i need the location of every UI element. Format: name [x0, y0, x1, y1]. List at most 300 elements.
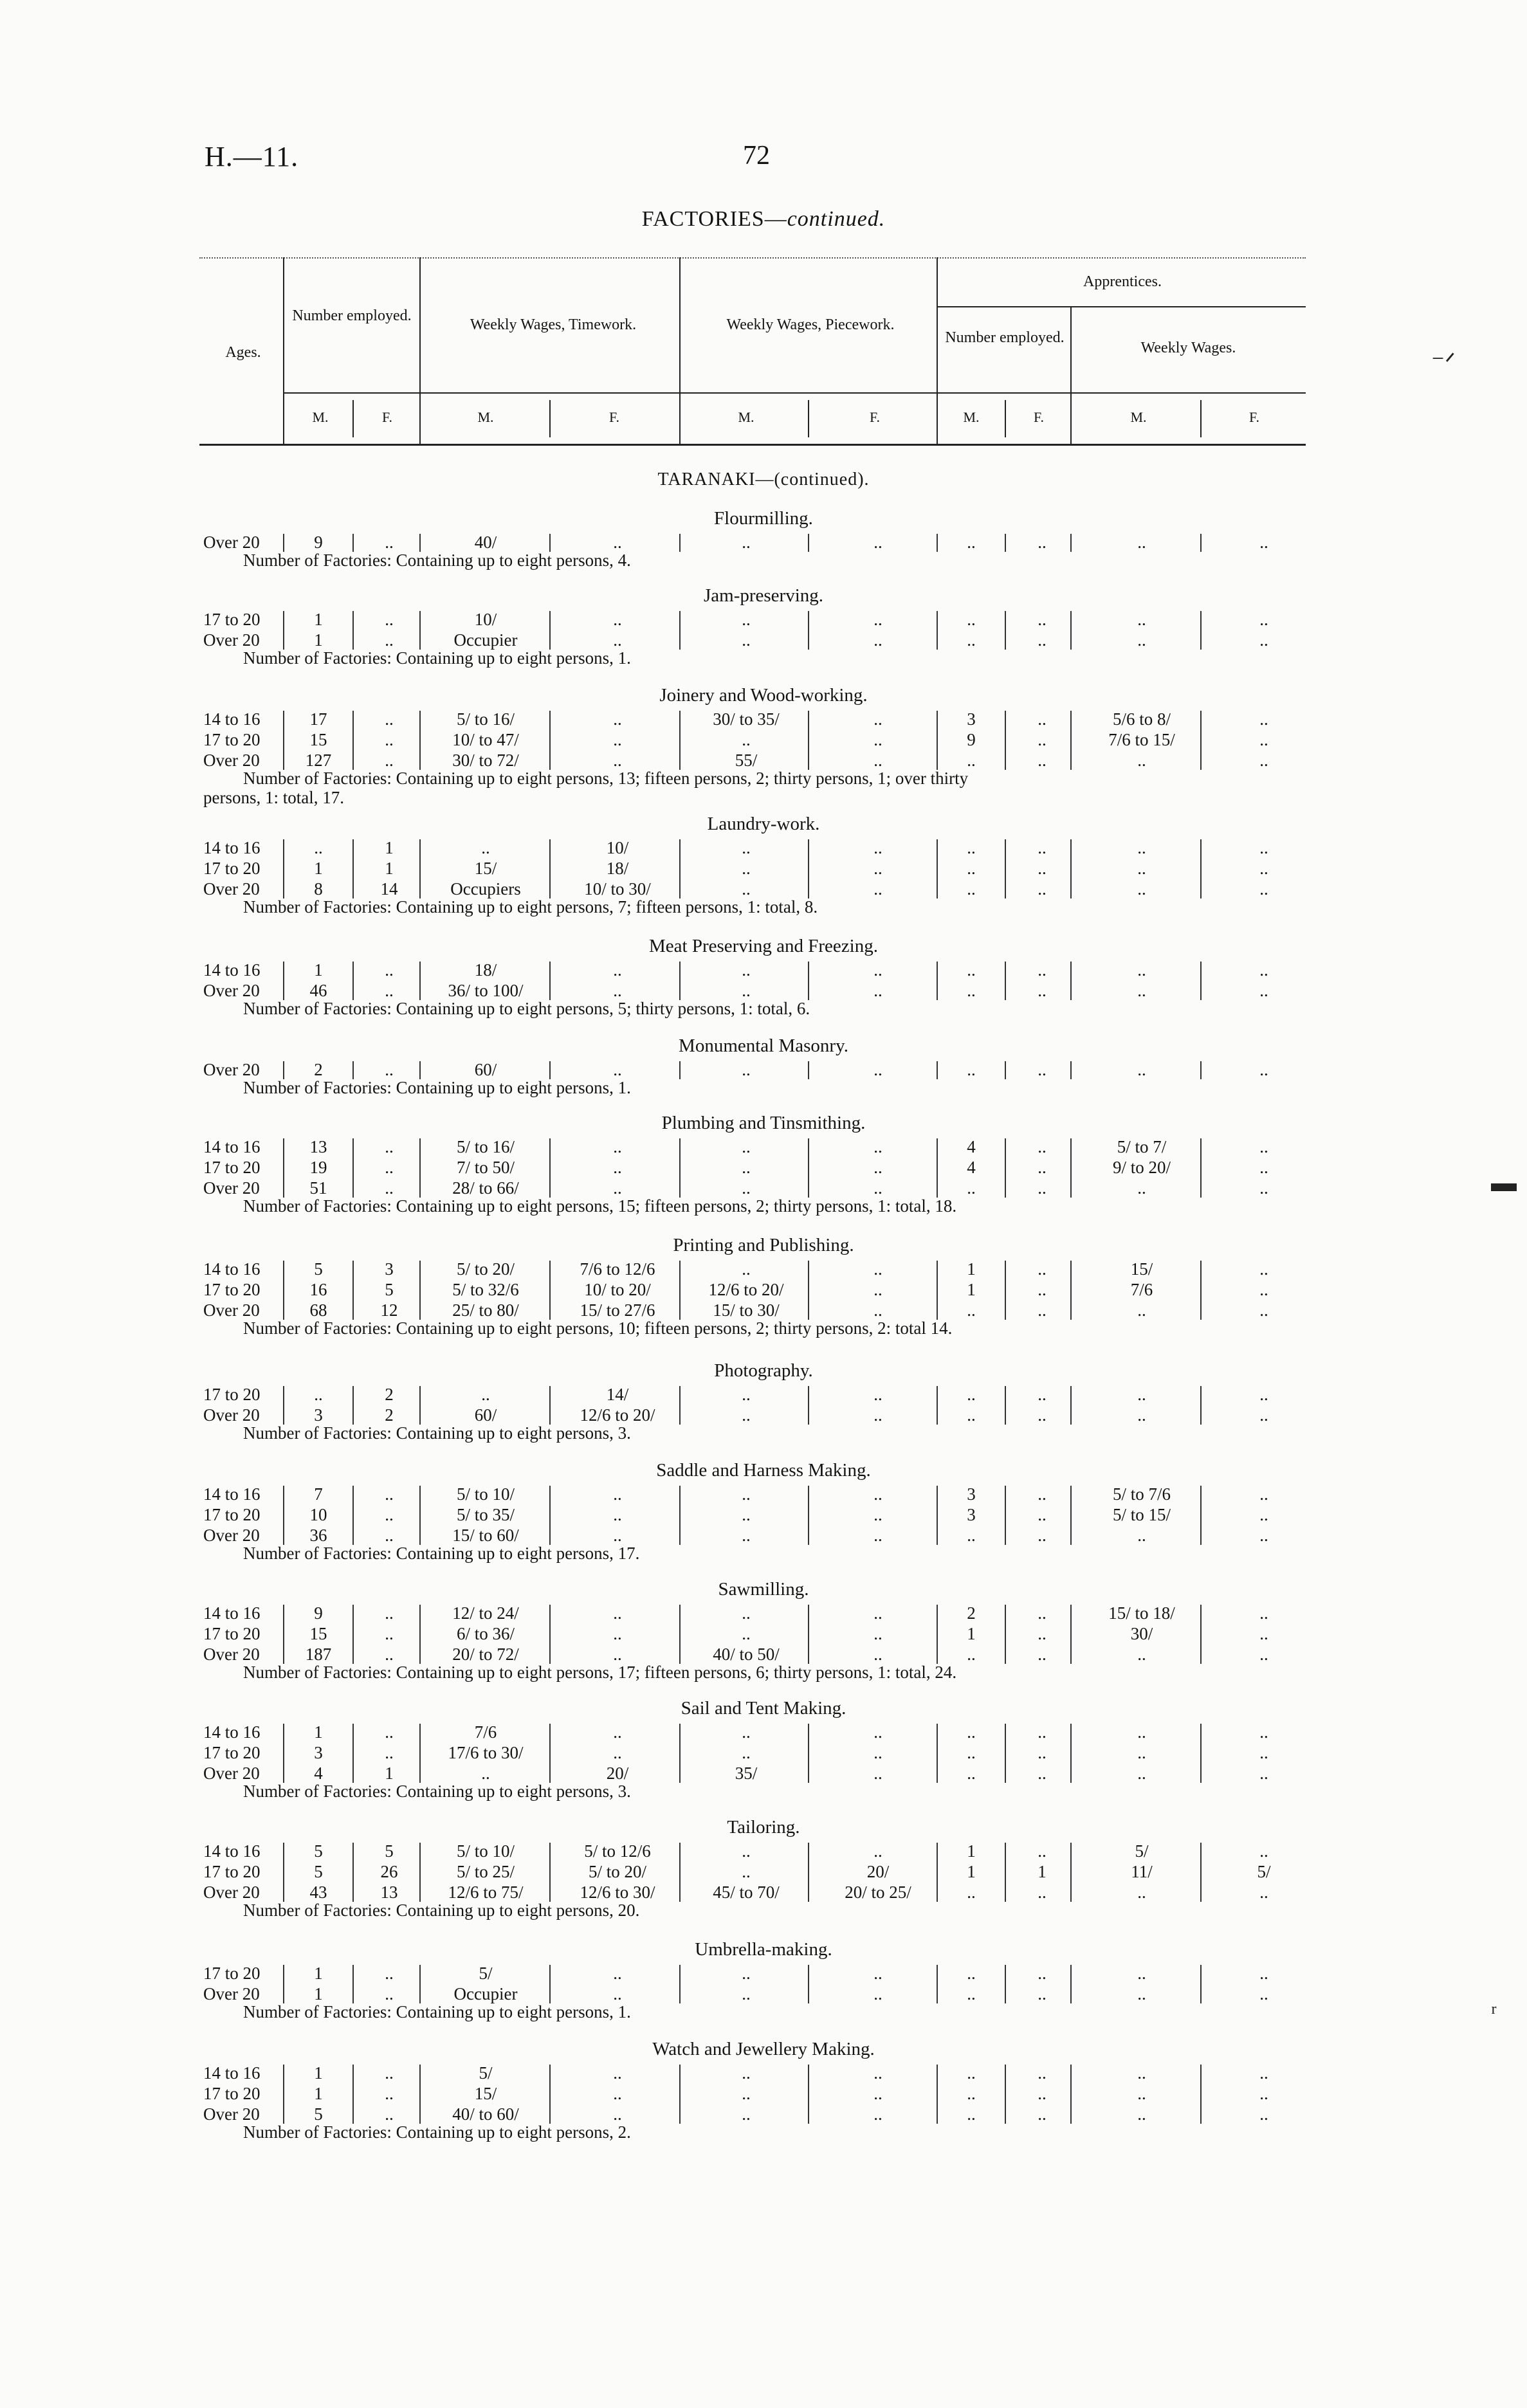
column-rule	[679, 1605, 681, 1664]
cell-app-wages-m: ..	[1137, 1743, 1146, 1762]
column-rule	[1005, 2065, 1006, 2124]
header-rule	[679, 257, 681, 444]
margin-mark: ▬	[1491, 1168, 1517, 1197]
header-rule	[1200, 400, 1202, 437]
cell-timework-f: ..	[613, 1158, 622, 1177]
col-app-number-employed: Number employed.	[945, 329, 1065, 346]
cell-app-employed-m: 1	[967, 1841, 976, 1861]
cell-app-employed-f: ..	[1038, 838, 1047, 857]
column-rule	[808, 1061, 809, 1079]
column-rule	[352, 534, 354, 552]
table-row	[0, 859, 1527, 879]
column-rule	[1200, 1843, 1202, 1902]
cell-piecework-m: 55/	[735, 751, 758, 770]
cell-app-employed-m: 9	[967, 730, 976, 749]
column-rule	[1070, 839, 1072, 898]
cell-timework-m: 15/ to 60/	[452, 1526, 519, 1545]
column-rule	[1005, 1486, 1006, 1545]
cell-app-employed-m: 3	[967, 1484, 976, 1504]
cell-timework-f: ..	[613, 1137, 622, 1156]
cell-app-wages-m: ..	[1137, 1722, 1146, 1742]
sub-f-piecework: F.	[870, 409, 880, 425]
column-rule	[549, 534, 551, 552]
cell-employed-m: 68	[309, 1300, 327, 1320]
cell-timework-m: ..	[481, 1385, 490, 1404]
column-rule	[352, 611, 354, 650]
cell-age: Over 20	[203, 533, 260, 552]
column-rule	[1200, 1486, 1202, 1545]
cell-piecework-f: ..	[873, 2084, 882, 2103]
cell-app-employed-f: ..	[1038, 709, 1047, 729]
cell-piecework-m: ..	[742, 730, 751, 749]
cell-app-wages-m: ..	[1137, 1060, 1146, 1079]
cell-app-employed-m: 1	[967, 1259, 976, 1279]
column-rule	[549, 1138, 551, 1198]
table-row	[0, 1984, 1527, 2005]
cell-timework-f: ..	[613, 2084, 622, 2103]
cell-app-wages-m: ..	[1137, 2063, 1146, 2083]
header-rule	[808, 400, 809, 437]
cell-app-employed-m: ..	[967, 2063, 976, 2083]
cell-app-wages-f: ..	[1259, 1964, 1268, 1983]
column-rule	[937, 1061, 938, 1079]
factories-note: Number of Factories: Containing up to eight persons, 1.	[243, 648, 631, 668]
factories-note: Number of Factories: Containing up to eight persons, 15; fifteen persons, 2; thirty persons, 1: total, 18.	[243, 1196, 957, 1216]
title-main: FACTORIES—	[641, 207, 787, 231]
cell-employed-f: ..	[385, 1722, 394, 1742]
column-rule	[808, 1843, 809, 1902]
column-rule	[419, 839, 421, 898]
cell-app-wages-f: ..	[1259, 1060, 1268, 1079]
cell-employed-m: 1	[314, 960, 323, 980]
cell-timework-m: 10/ to 47/	[452, 730, 519, 749]
sub-f-app-employed: F.	[1034, 409, 1044, 425]
cell-timework-f: 10/	[606, 838, 629, 857]
column-rule	[283, 1138, 284, 1198]
cell-piecework-m: ..	[742, 1505, 751, 1524]
factories-note: Number of Factories: Containing up to eight persons, 3.	[243, 1782, 631, 1801]
cell-timework-f: ..	[613, 1060, 622, 1079]
column-rule	[937, 1386, 938, 1425]
cell-timework-f: ..	[613, 981, 622, 1000]
cell-age: 14 to 16	[203, 709, 261, 729]
cell-age: Over 20	[203, 1984, 260, 2003]
cell-timework-f: ..	[613, 1645, 622, 1664]
cell-app-employed-m: ..	[967, 859, 976, 878]
cell-app-employed-m: ..	[967, 1385, 976, 1404]
column-rule	[808, 1724, 809, 1783]
cell-app-wages-f: ..	[1259, 1883, 1268, 1902]
cell-timework-m: 5/	[479, 2063, 493, 2083]
cell-employed-m: ..	[314, 1385, 323, 1404]
factories-note: Number of Factories: Containing up to eight persons, 1.	[243, 2002, 631, 2021]
header-rule	[1005, 400, 1006, 437]
cell-app-wages-m: ..	[1137, 1300, 1146, 1320]
cell-app-wages-m: 30/	[1130, 1624, 1153, 1643]
cell-employed-m: 51	[309, 1178, 327, 1198]
cell-piecework-f: ..	[873, 1484, 882, 1504]
cell-app-employed-m: 3	[967, 1505, 976, 1524]
column-rule	[808, 1605, 809, 1664]
cell-age: 14 to 16	[203, 1259, 261, 1279]
column-rule	[549, 1843, 551, 1902]
cell-app-employed-f: ..	[1038, 1526, 1047, 1545]
table-row	[0, 1624, 1527, 1645]
column-rule	[937, 611, 938, 650]
cell-age: 17 to 20	[203, 1964, 261, 1983]
column-rule	[679, 611, 681, 650]
column-rule	[679, 1061, 681, 1079]
column-rule	[937, 1486, 938, 1545]
cell-piecework-m: 45/ to 70/	[713, 1883, 780, 1902]
cell-age: 14 to 16	[203, 1603, 261, 1623]
cell-timework-f: 12/6 to 30/	[580, 1883, 655, 1902]
cell-employed-f: 2	[385, 1385, 394, 1404]
section-title: Flourmilling.	[714, 508, 813, 529]
cell-app-wages-m: 15/	[1130, 1259, 1153, 1279]
cell-timework-f: ..	[613, 1624, 622, 1643]
cell-timework-m: 7/6	[474, 1722, 497, 1742]
cell-app-wages-f: ..	[1259, 1158, 1268, 1177]
cell-app-employed-f: ..	[1038, 1060, 1047, 1079]
cell-employed-m: 187	[305, 1645, 332, 1664]
cell-app-wages-f: ..	[1259, 1603, 1268, 1623]
cell-piecework-f: ..	[873, 610, 882, 629]
cell-employed-f: ..	[385, 1178, 394, 1198]
column-rule	[808, 1965, 809, 2003]
cell-app-employed-m: ..	[967, 1526, 976, 1545]
cell-app-employed-f: 1	[1038, 1862, 1047, 1881]
column-rule	[1200, 711, 1202, 770]
cell-app-employed-f: ..	[1038, 730, 1047, 749]
cell-employed-m: 1	[314, 1964, 323, 1983]
table-row	[0, 1603, 1527, 1624]
cell-age: 14 to 16	[203, 1137, 261, 1156]
cell-piecework-m: ..	[742, 1259, 751, 1279]
cell-timework-m: 5/ to 32/6	[452, 1280, 519, 1299]
cell-employed-m: 9	[314, 1603, 323, 1623]
table-row	[0, 1280, 1527, 1300]
cell-piecework-m: ..	[742, 1722, 751, 1742]
column-rule	[679, 1386, 681, 1425]
column-rule	[283, 1724, 284, 1783]
column-rule	[283, 962, 284, 1000]
cell-piecework-f: ..	[873, 1722, 882, 1742]
column-rule	[1200, 1724, 1202, 1783]
factories-note-continued: persons, 1: total, 17.	[203, 788, 344, 807]
cell-app-employed-f: ..	[1038, 1137, 1047, 1156]
sub-f-employed: F.	[382, 409, 392, 425]
cell-piecework-m: ..	[742, 533, 751, 552]
cell-employed-f: ..	[385, 1984, 394, 2003]
cell-timework-m: ..	[481, 1764, 490, 1783]
cell-piecework-f: ..	[873, 838, 882, 857]
column-rule	[352, 1965, 354, 2003]
cell-employed-m: ..	[314, 838, 323, 857]
cell-app-wages-m: 5/ to 7/	[1117, 1137, 1167, 1156]
cell-app-wages-m: ..	[1137, 1764, 1146, 1783]
cell-timework-m: 30/ to 72/	[452, 751, 519, 770]
cell-app-wages-f: ..	[1259, 1405, 1268, 1425]
cell-app-employed-m: 1	[967, 1862, 976, 1881]
table-row	[0, 610, 1527, 630]
cell-app-wages-m: ..	[1137, 1405, 1146, 1425]
header-rule	[283, 392, 1306, 394]
cell-app-wages-f: ..	[1259, 981, 1268, 1000]
cell-employed-f: ..	[385, 981, 394, 1000]
column-rule	[419, 1386, 421, 1425]
cell-piecework-f: 20/	[866, 1862, 890, 1881]
cell-app-employed-m: 3	[967, 709, 976, 729]
cell-employed-m: 1	[314, 1984, 323, 2003]
cell-app-wages-m: ..	[1137, 1984, 1146, 2003]
cell-piecework-m: ..	[742, 2063, 751, 2083]
cell-piecework-f: ..	[873, 1984, 882, 2003]
cell-app-wages-m: 5/	[1135, 1841, 1149, 1861]
column-rule	[352, 1386, 354, 1425]
cell-app-employed-f: ..	[1038, 1505, 1047, 1524]
cell-piecework-m: 12/6 to 20/	[708, 1280, 784, 1299]
cell-app-wages-m: ..	[1137, 960, 1146, 980]
column-rule	[1005, 1061, 1006, 1079]
sub-m-employed: M.	[312, 409, 329, 425]
header-rule	[1070, 306, 1072, 444]
sub-m-piecework: M.	[738, 409, 754, 425]
cell-piecework-m: ..	[742, 1984, 751, 2003]
cell-piecework-f: ..	[873, 630, 882, 650]
cell-employed-m: 36	[309, 1526, 327, 1545]
cell-piecework-f: ..	[873, 859, 882, 878]
margin-mark: ⁻ᐟ	[1431, 348, 1456, 377]
col-piecework: Weekly Wages, Piecework.	[726, 316, 895, 333]
cell-timework-f: ..	[613, 1178, 622, 1198]
cell-age: Over 20	[203, 1178, 260, 1198]
cell-timework-m: 25/ to 80/	[452, 1300, 519, 1320]
column-rule	[549, 1261, 551, 1320]
cell-app-employed-f: ..	[1038, 1964, 1047, 1983]
column-rule	[679, 1138, 681, 1198]
cell-timework-m: 40/	[474, 533, 497, 552]
column-rule	[1005, 1261, 1006, 1320]
column-rule	[419, 962, 421, 1000]
cell-app-employed-f: ..	[1038, 751, 1047, 770]
cell-app-wages-m: ..	[1137, 1385, 1146, 1404]
cell-piecework-m: ..	[742, 1178, 751, 1198]
cell-age: Over 20	[203, 751, 260, 770]
cell-app-wages-m: ..	[1137, 838, 1146, 857]
cell-piecework-f: ..	[873, 1603, 882, 1623]
table-row	[0, 1385, 1527, 1405]
cell-app-employed-f: ..	[1038, 879, 1047, 898]
column-rule	[419, 1605, 421, 1664]
cell-timework-m: 10/	[474, 610, 497, 629]
column-rule	[1005, 1605, 1006, 1664]
header-rule	[549, 400, 551, 437]
cell-timework-f: ..	[613, 960, 622, 980]
cell-timework-f: ..	[613, 1984, 622, 2003]
column-rule	[679, 839, 681, 898]
cell-age: Over 20	[203, 879, 260, 898]
column-rule	[352, 2065, 354, 2124]
column-rule	[937, 711, 938, 770]
cell-employed-f: ..	[385, 1624, 394, 1643]
table-row	[0, 1526, 1527, 1546]
cell-timework-m: 40/ to 60/	[452, 2104, 519, 2124]
cell-piecework-f: ..	[873, 709, 882, 729]
cell-employed-m: 15	[309, 1624, 327, 1643]
factories-note: Number of Factories: Containing up to eight persons, 2.	[243, 2122, 631, 2142]
sub-m-timework: M.	[477, 409, 494, 425]
cell-employed-f: ..	[385, 709, 394, 729]
section-title: Sail and Tent Making.	[681, 1698, 846, 1719]
column-rule	[283, 1605, 284, 1664]
cell-age: 17 to 20	[203, 610, 261, 629]
cell-age: Over 20	[203, 1764, 260, 1783]
cell-employed-m: 9	[314, 533, 323, 552]
cell-app-wages-m: ..	[1137, 1964, 1146, 1983]
table-row	[0, 1764, 1527, 1784]
cell-timework-m: 6/ to 36/	[456, 1624, 515, 1643]
margin-mark: ʳ	[1491, 1998, 1497, 2027]
cell-employed-m: 16	[309, 1280, 327, 1299]
column-rule	[352, 1261, 354, 1320]
column-rule	[679, 2065, 681, 2124]
cell-employed-f: 14	[380, 879, 398, 898]
cell-app-employed-m: ..	[967, 981, 976, 1000]
cell-app-wages-f: ..	[1259, 1526, 1268, 1545]
cell-employed-f: 5	[385, 1280, 394, 1299]
column-rule	[419, 1724, 421, 1783]
cell-piecework-f: ..	[873, 1137, 882, 1156]
section-title: Joinery and Wood-working.	[659, 685, 868, 706]
cell-timework-f: 15/ to 27/6	[580, 1300, 655, 1320]
column-rule	[1070, 1605, 1072, 1664]
cell-employed-m: 2	[314, 1060, 323, 1079]
cell-app-employed-m: ..	[967, 751, 976, 770]
cell-app-employed-f: ..	[1038, 1484, 1047, 1504]
cell-app-wages-m: 9/ to 20/	[1112, 1158, 1171, 1177]
cell-timework-f: ..	[613, 1964, 622, 1983]
cell-piecework-m: 15/ to 30/	[713, 1300, 780, 1320]
column-rule	[808, 962, 809, 1000]
cell-timework-f: ..	[613, 2104, 622, 2124]
column-rule	[1070, 1486, 1072, 1545]
cell-app-employed-f: ..	[1038, 1984, 1047, 2003]
column-rule	[1070, 534, 1072, 552]
column-rule	[679, 962, 681, 1000]
sub-f-app-wages: F.	[1249, 409, 1259, 425]
cell-age: Over 20	[203, 1526, 260, 1545]
cell-piecework-f: ..	[873, 1060, 882, 1079]
cell-app-employed-f: ..	[1038, 859, 1047, 878]
cell-age: 14 to 16	[203, 2063, 261, 2083]
cell-piecework-f: ..	[873, 1624, 882, 1643]
column-rule	[937, 534, 938, 552]
cell-app-employed-m: ..	[967, 1645, 976, 1664]
cell-app-employed-f: ..	[1038, 630, 1047, 650]
cell-app-wages-m: 5/6 to 8/	[1112, 709, 1171, 729]
column-rule	[352, 839, 354, 898]
cell-app-employed-f: ..	[1038, 1259, 1047, 1279]
column-rule	[352, 1843, 354, 1902]
column-rule	[679, 534, 681, 552]
cell-employed-m: 3	[314, 1743, 323, 1762]
cell-app-wages-f: ..	[1259, 610, 1268, 629]
column-rule	[549, 839, 551, 898]
col-number-employed: Number employed.	[292, 307, 412, 324]
cell-app-wages-m: 5/ to 15/	[1112, 1505, 1171, 1524]
cell-piecework-m: ..	[742, 2104, 751, 2124]
column-rule	[1070, 1843, 1072, 1902]
cell-app-wages-f: ..	[1259, 2063, 1268, 2083]
column-rule	[1005, 1724, 1006, 1783]
cell-timework-m: ..	[481, 838, 490, 857]
cell-age: 17 to 20	[203, 1505, 261, 1524]
cell-app-wages-m: ..	[1137, 2084, 1146, 2103]
column-rule	[352, 1138, 354, 1198]
table-row	[0, 533, 1527, 553]
cell-employed-m: 5	[314, 2104, 323, 2124]
factories-note: Number of Factories: Containing up to eight persons, 10; fifteen persons, 2; thirty persons, 2: total 14.	[243, 1318, 953, 1338]
cell-timework-m: 36/ to 100/	[448, 981, 524, 1000]
cell-timework-f: ..	[613, 1743, 622, 1762]
cell-app-wages-m: ..	[1137, 533, 1146, 552]
cell-employed-f: ..	[385, 2084, 394, 2103]
column-header	[0, 0, 1527, 450]
report-reference: H.—11.	[205, 141, 299, 172]
cell-timework-f: ..	[613, 610, 622, 629]
cell-piecework-m: ..	[742, 1841, 751, 1861]
cell-app-employed-f: ..	[1038, 1300, 1047, 1320]
title-continued: continued.	[787, 207, 886, 231]
cell-app-wages-m: ..	[1137, 859, 1146, 878]
column-rule	[352, 1486, 354, 1545]
section-title: Printing and Publishing.	[673, 1235, 854, 1255]
cell-employed-f: ..	[385, 1137, 394, 1156]
cell-piecework-m: ..	[742, 1964, 751, 1983]
cell-timework-f: ..	[613, 1505, 622, 1524]
cell-app-wages-m: ..	[1137, 610, 1146, 629]
cell-piecework-f: ..	[873, 1743, 882, 1762]
table-row	[0, 1259, 1527, 1280]
factories-note: Number of Factories: Containing up to eight persons, 17; fifteen persons, 6; thirty persons, 1: total, 24.	[243, 1663, 957, 1682]
column-rule	[1200, 534, 1202, 552]
factories-note: Number of Factories: Containing up to eight persons, 4.	[243, 551, 631, 570]
cell-app-employed-m: ..	[967, 2084, 976, 2103]
column-rule	[283, 611, 284, 650]
cell-piecework-f: ..	[873, 981, 882, 1000]
cell-timework-m: Occupiers	[450, 879, 521, 898]
column-rule	[1070, 1061, 1072, 1079]
cell-age: 17 to 20	[203, 1280, 261, 1299]
cell-employed-f: ..	[385, 1484, 394, 1504]
cell-app-employed-m: ..	[967, 1722, 976, 1742]
sub-m-app-wages: M.	[1130, 409, 1147, 425]
cell-age: 14 to 16	[203, 960, 261, 980]
cell-app-employed-m: ..	[967, 1883, 976, 1902]
column-rule	[937, 1843, 938, 1902]
cell-app-wages-f: ..	[1259, 2104, 1268, 2124]
cell-age: 17 to 20	[203, 1862, 261, 1881]
cell-employed-m: 5	[314, 1862, 323, 1881]
cell-employed-m: 43	[309, 1883, 327, 1902]
table-row	[0, 960, 1527, 981]
factories-note: Number of Factories: Containing up to eight persons, 3.	[243, 1423, 631, 1443]
cell-employed-f: ..	[385, 960, 394, 980]
cell-timework-m: 60/	[474, 1060, 497, 1079]
cell-piecework-m: ..	[742, 1484, 751, 1504]
section-title: Sawmilling.	[718, 1579, 809, 1600]
